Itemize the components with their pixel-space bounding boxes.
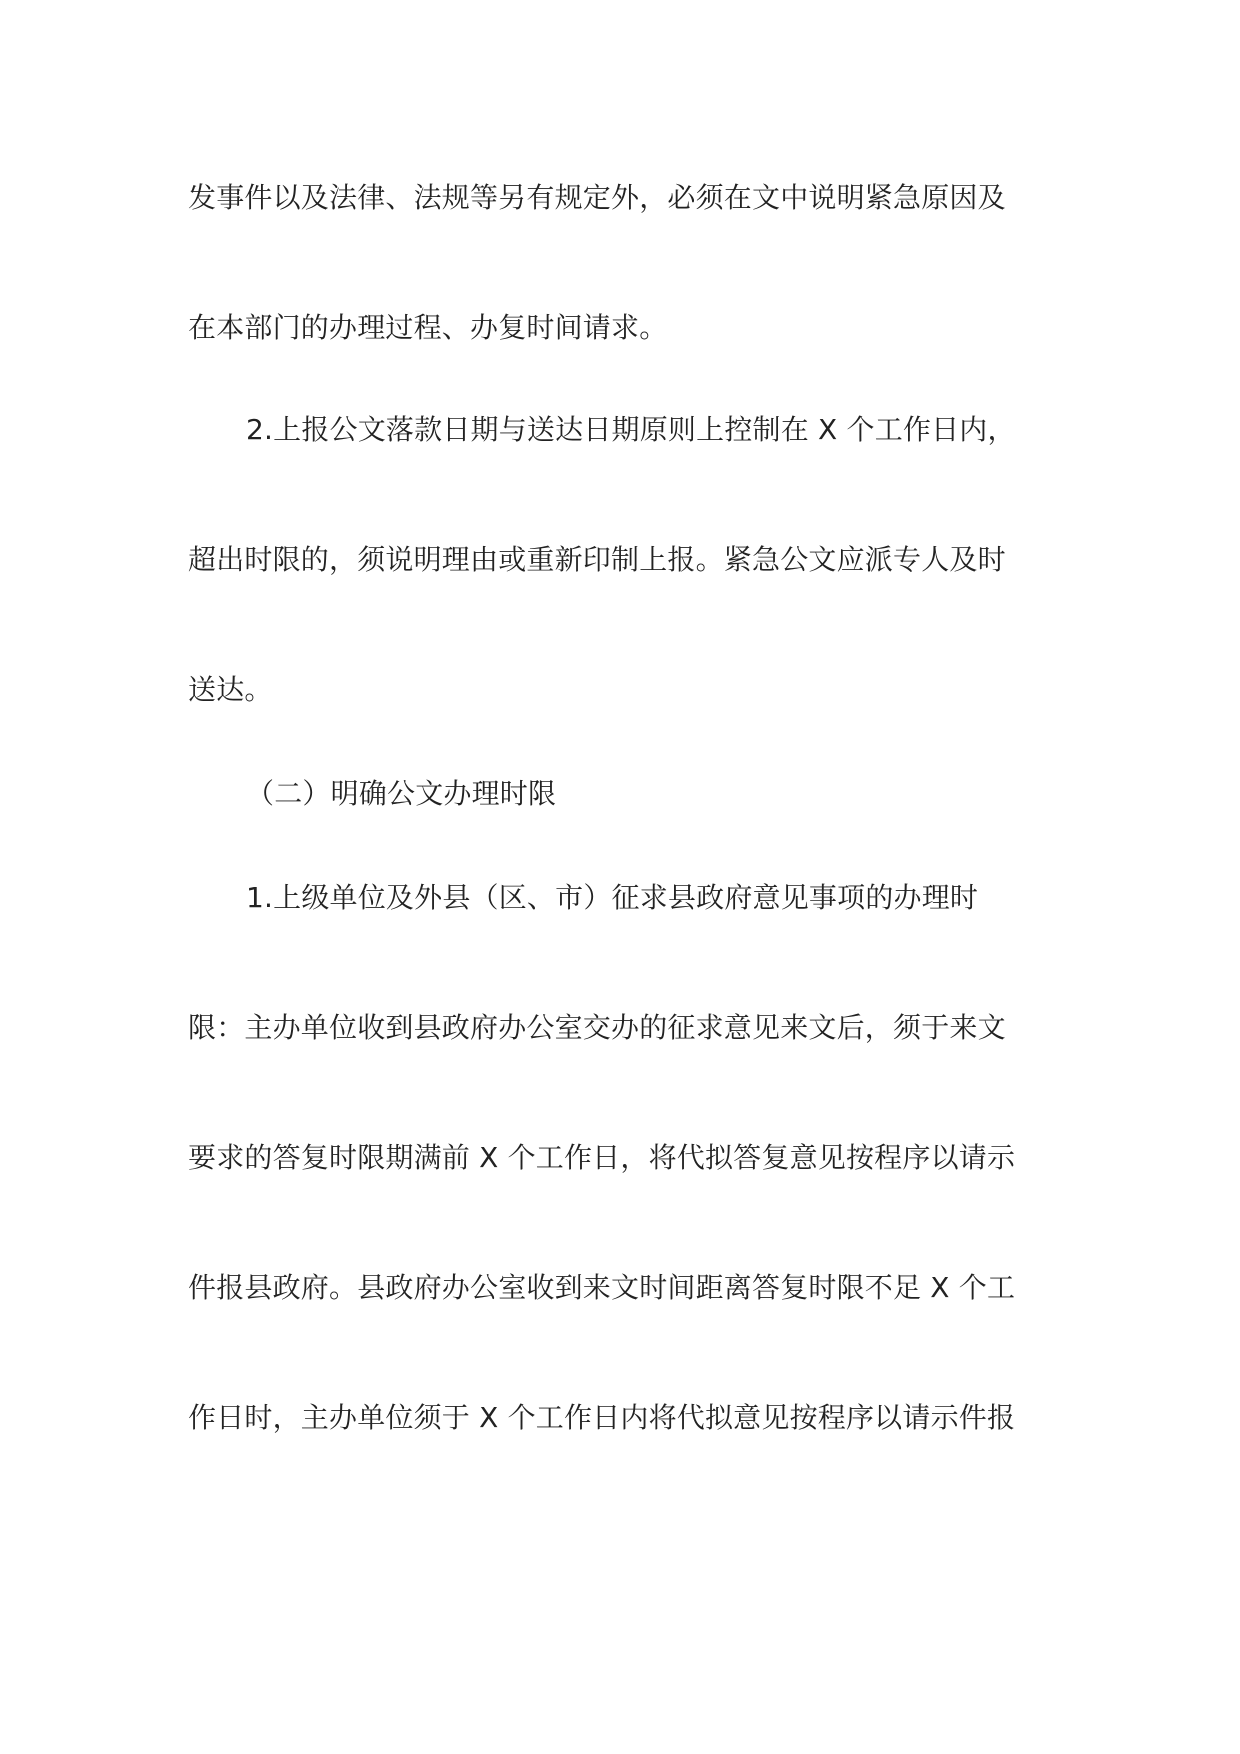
text-line-7: 1.上级单位及外县（区、市）征求县政府意见事项的办理时: [246, 881, 979, 914]
text-line-2: 在本部门的办理过程、办复时间请求。: [188, 311, 668, 344]
section-heading: （二）明确公文办理时限: [246, 777, 557, 810]
text-line-10: 件报县政府。县政府办公室收到来文时间距离答复时限不足 X 个工: [188, 1271, 1016, 1304]
text-line-3: 2.上报公文落款日期与送达日期原则上控制在 X 个工作日内，: [246, 413, 1016, 446]
text-line-5: 送达。: [188, 673, 273, 706]
text-line-1: 发事件以及法律、法规等另有规定外，必须在文中说明紧急原因及: [188, 181, 1006, 214]
text-line-11: 作日时，主办单位须于 X 个工作日内将代拟意见按程序以请示件报: [188, 1401, 1016, 1434]
text-line-8: 限：主办单位收到县政府办公室交办的征求意见来文后，须于来文: [188, 1011, 1006, 1044]
text-line-9: 要求的答复时限期满前 X 个工作日，将代拟答复意见按程序以请示: [188, 1141, 1016, 1174]
text-line-4: 超出时限的，须说明理由或重新印制上报。紧急公文应派专人及时: [188, 543, 1006, 576]
